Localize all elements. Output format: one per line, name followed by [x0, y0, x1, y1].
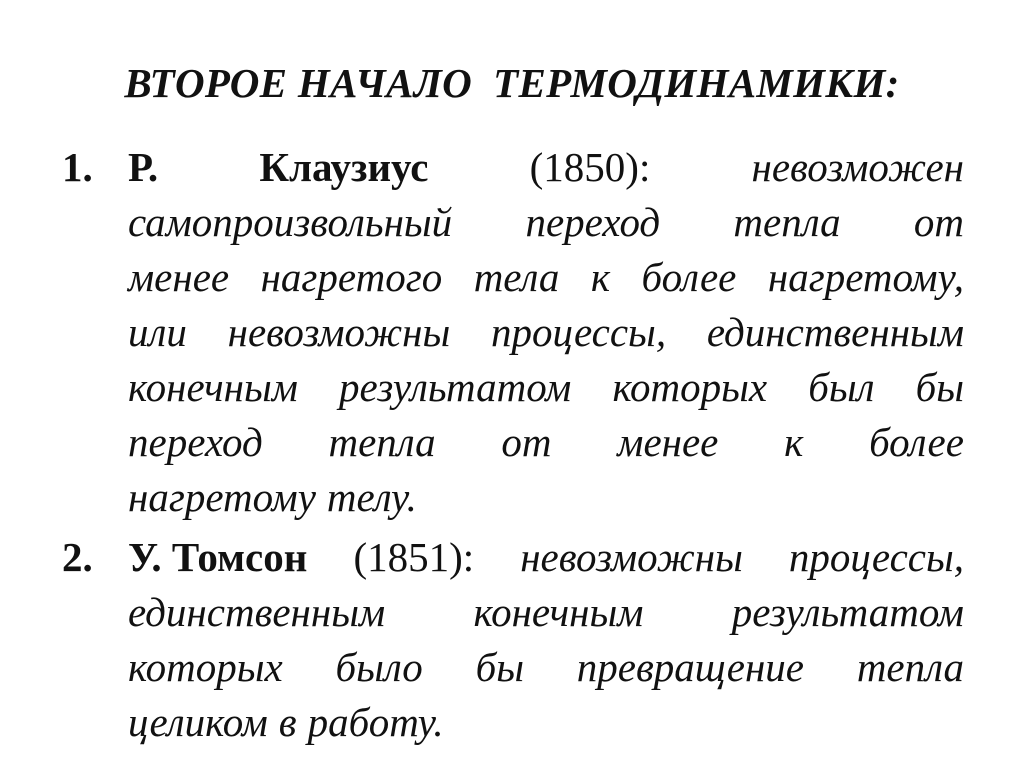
word: переход — [128, 419, 263, 465]
word: целиком — [128, 699, 268, 745]
word: тепла — [856, 644, 964, 690]
list-item-text — [128, 530, 964, 750]
text-line — [128, 250, 964, 305]
word: бы — [915, 364, 964, 410]
word: от — [913, 199, 964, 245]
word: было — [335, 644, 423, 690]
text-line — [128, 695, 964, 750]
text-line — [128, 140, 964, 195]
word: которых — [128, 644, 283, 690]
word: нагретого — [260, 254, 443, 300]
word: к — [590, 254, 611, 300]
word: нагретому — [128, 474, 316, 520]
word: к — [784, 419, 804, 465]
word: более — [869, 419, 964, 465]
word: или — [128, 309, 187, 355]
word: менее — [128, 254, 230, 300]
text-line — [128, 470, 964, 525]
slide-title: ВТОРОЕ НАЧАЛО ТЕРМОДИНАМИКИ: — [124, 60, 900, 106]
author-initial: У. — [128, 534, 162, 580]
word: процессы, — [788, 534, 964, 580]
author-block — [128, 530, 307, 585]
list-number: 2. — [62, 534, 93, 580]
text-line — [128, 195, 964, 250]
year: (1850): — [529, 144, 651, 190]
word: невозможны — [520, 534, 743, 580]
author-name: Томсон — [171, 534, 308, 580]
author-initial: Р. — [128, 144, 159, 190]
word: работу. — [307, 699, 444, 745]
word: более — [641, 254, 737, 300]
word: переход — [525, 199, 661, 245]
word: тепла — [733, 199, 841, 245]
word: бы — [475, 644, 524, 690]
word: в — [278, 699, 297, 745]
author-name: Клаузиус — [259, 144, 429, 190]
word: самопроизвольный — [128, 199, 453, 245]
word: был — [808, 364, 875, 410]
text-line — [128, 415, 964, 470]
word: результатом — [731, 589, 964, 635]
word: превращение — [576, 644, 804, 690]
word: невозможны — [227, 309, 451, 355]
year: (1851): — [353, 534, 475, 580]
word: конечным — [128, 364, 298, 410]
word: конечным — [473, 589, 644, 635]
word: результатом — [339, 364, 572, 410]
word: тела — [473, 254, 560, 300]
word: невозможен — [751, 144, 964, 190]
list-item-text — [128, 140, 964, 525]
word: от — [501, 419, 552, 465]
text-line — [128, 530, 964, 585]
word: единственным — [128, 589, 386, 635]
text-line — [128, 585, 964, 640]
word: единственным — [706, 309, 964, 355]
text-line — [128, 360, 964, 415]
word: которых — [612, 364, 768, 410]
word: процессы, — [490, 309, 667, 355]
word: телу. — [326, 474, 417, 520]
word: нагретому, — [767, 254, 964, 300]
list-number: 1. — [62, 144, 93, 190]
text-line — [128, 640, 964, 695]
word: тепла — [328, 419, 436, 465]
text-line — [128, 305, 964, 360]
word: менее — [617, 419, 719, 465]
